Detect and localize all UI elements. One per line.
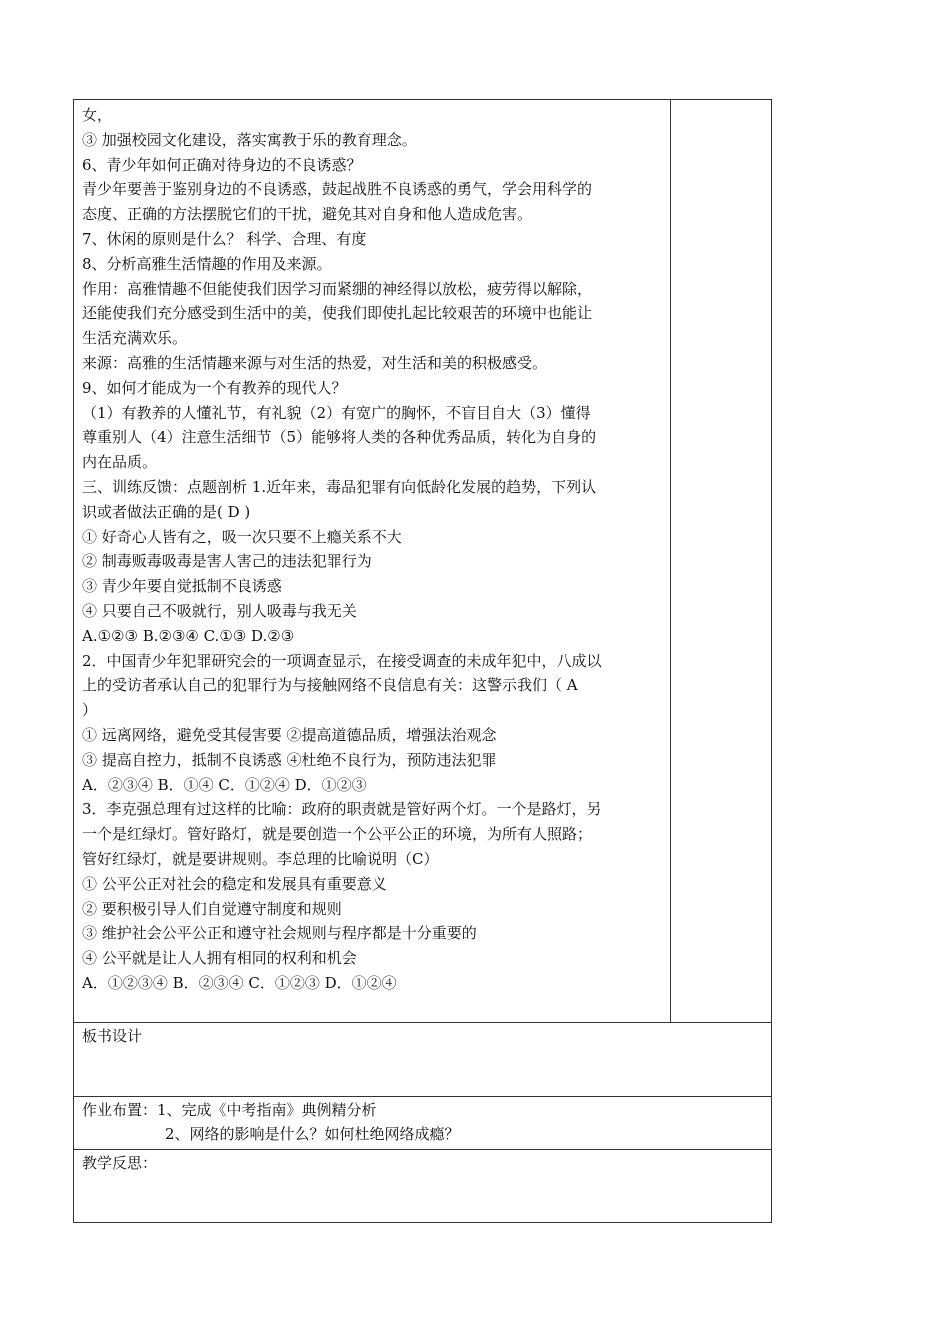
content-line: ④ 公平就是让人人拥有相同的权利和机会 (82, 949, 357, 968)
content-line: 内在品质。 (82, 453, 158, 472)
content-line: 3．李克强总理有过这样的比喻：政府的职责就是管好两个灯。一个是路灯，另 (82, 800, 602, 819)
content-line: 作用：高雅情趣不但能使我们因学习而紧绷的神经得以放松，疲劳得以解除， (82, 279, 593, 298)
content-line: （1）有教养的人懂礼节，有礼貌（2）有宽广的胸怀，不盲目自大（3）懂得 (82, 403, 591, 422)
content-line: 8、分析高雅生活情趣的作用及来源。 (82, 254, 332, 273)
content-line: ③ 提高自控力，抵制不良诱惑 ④杜绝不良行为，预防违法犯罪 (82, 750, 497, 769)
reflection-cell (73, 1149, 772, 1223)
content-line: 7、休闲的原则是什么？ 科学、合理、有度 (82, 229, 367, 248)
content-line: 管好红绿灯，就是要讲规则。李总理的比喻说明（C） (82, 849, 439, 868)
content-line: A.①②③ B.②③④ C.①③ D.②③ (82, 626, 295, 645)
content-line: ③ 维护社会公平公正和遵守社会规则与程序都是十分重要的 (82, 924, 477, 943)
homework-line-2: 2、网络的影响是什么？如何杜绝网络成瘾？ (165, 1125, 460, 1143)
content-line: 一个是红绿灯。管好路灯，就是要创造一个公平公正的环境，为所有人照路； (82, 825, 593, 844)
content-line: 三、训练反馈：点题剖析 1.近年来，毒品犯罪有向低龄化发展的趋势，下列认 (82, 477, 597, 496)
content-line: ② 制毒贩毒吸毒是害人害己的违法犯罪行为 (82, 552, 372, 571)
content-line: 识或者做法正确的是( D ) (82, 502, 251, 521)
content-line: 2．中国青少年犯罪研究会的一项调查显示，在接受调查的未成年犯中，八成以 (82, 651, 602, 670)
content-line: ① 远离网络，避免受其侵害要 ②提高道德品质，增强法治观念 (82, 725, 497, 744)
content-line: 上的受访者承认自己的犯罪行为与接触网络不良信息有关：这警示我们（ A (82, 676, 578, 695)
content-line: 来源：高雅的生活情趣来源与对生活的热爱，对生活和美的积极感受。 (82, 353, 548, 372)
homework-line-1: 作业布置：1、完成《中考指南》典例精分析 (82, 1101, 377, 1119)
content-line: 还能使我们充分感受到生活中的美，使我们即使扎起比较艰苦的环境中也能让 (82, 304, 593, 323)
content-lines (82, 103, 664, 996)
board-design-title: 板书设计 (82, 1027, 143, 1045)
content-line: A．①②③④ B．②③④ C．①②③ D．①②④ (82, 973, 397, 992)
content-line: 9、如何才能成为一个有教养的现代人？ (82, 378, 347, 397)
content-line: ② 要积极引导人们自觉遵守制度和规则 (82, 899, 342, 918)
reflection-title: 教学反思： (82, 1154, 158, 1172)
content-line: 生活充满欢乐。 (82, 329, 188, 348)
content-line: ） (82, 701, 98, 720)
content-line: 态度、正确的方法摆脱它们的干扰，避免其对自身和他人造成危害。 (82, 205, 533, 224)
content-line: ③ 青少年要自觉抵制不良诱惑 (82, 577, 282, 596)
content-line: A．②③④ B．①④ C．①②④ D．①②③ (82, 775, 367, 794)
content-line: ① 好奇心人皆有之，吸一次只要不上瘾关系不大 (82, 527, 402, 546)
content-line: ③ 加强校园文化建设，落实寓教于乐的教育理念。 (82, 130, 417, 149)
content-line: ④ 只要自己不吸就行，别人吸毒与我无关 (82, 601, 357, 620)
content-line: 尊重别人（4）注意生活细节（5）能够将人类的各种优秀品质，转化为自身的 (82, 428, 597, 447)
content-line: 女， (82, 106, 113, 124)
content-line: 6、青少年如何正确对待身边的不良诱惑？ (82, 155, 362, 174)
content-line: 青少年要善于鉴别身边的不良诱惑，鼓起战胜不良诱惑的勇气，学会用科学的 (82, 180, 593, 199)
content-line: ① 公平公正对社会的稳定和发展具有重要意义 (82, 874, 387, 893)
side-notes-cell (670, 99, 772, 1023)
board-design-cell (73, 1022, 772, 1097)
